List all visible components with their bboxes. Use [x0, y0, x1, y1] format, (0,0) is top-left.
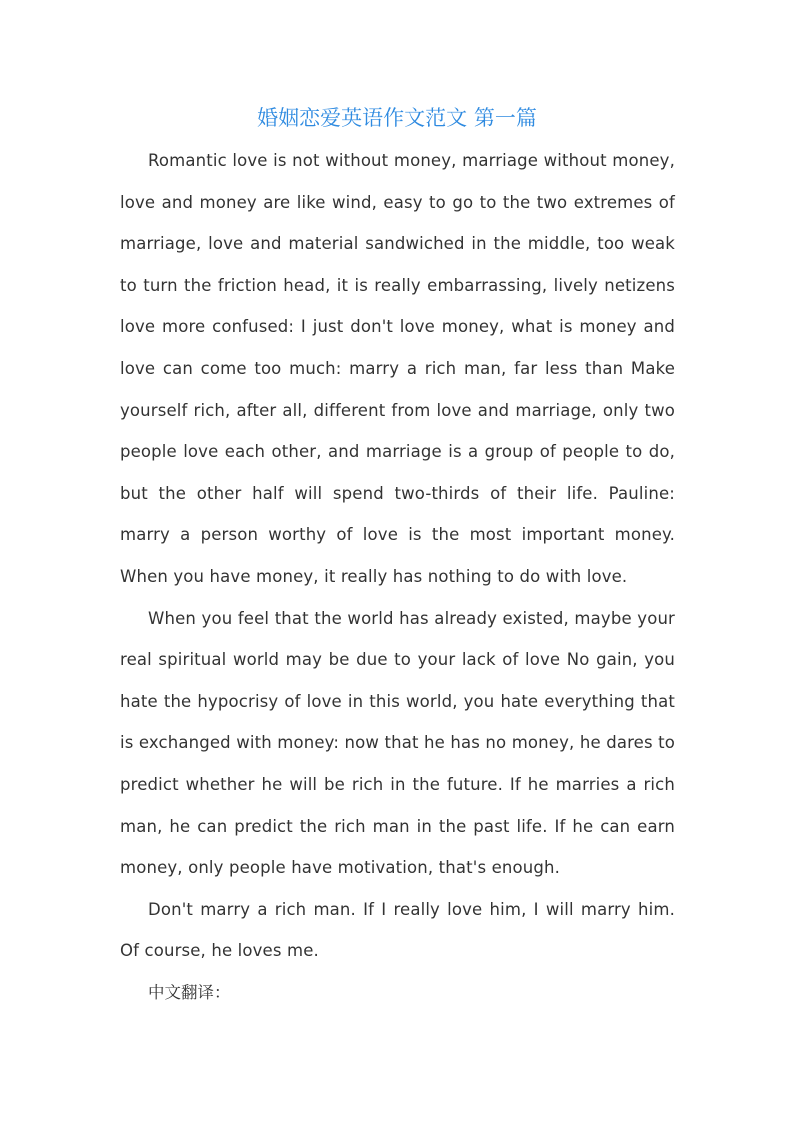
- document-title: 婚姻恋爱英语作文范文 第一篇: [257, 106, 537, 130]
- paragraph-3: Don't marry a rich man. If I really love him, I will marry him. Of course, he loves me.: [120, 899, 675, 961]
- paragraph-2: When you feel that the world has already existed, maybe your real spiritual world may be due to your lack of love No gain, you hate the hypocrisy of love in this world, you hate everything that is exchanged with money: now that he has no money, he dares to predict whether he will be rich in the future. If he marries a rich man, he can predict the rich man in the past life. If he can earn money, only people have motivation, that's enough.: [120, 608, 675, 878]
- paragraph-1: Romantic love is not without money, marriage without money, love and money are like wind, easy to go to the two extremes of marriage, love and material sandwiched in the middle, too weak to turn the friction head, it is really embarrassing, lively netizens love more confused: I just don't love money, what is money and love can come too much: marry a rich man, far less than Make yourself rich, after all, different from love and marriage, only two people love each other, and marriage is a group of people to do, but the other half will spend two-thirds of their life. Pauline: marry a person worthy of love is the most important money. When you have money, it really has nothing to do with love.: [120, 151, 675, 586]
- translation-label: 中文翻译：: [148, 982, 231, 1002]
- document-body: [120, 140, 675, 1013]
